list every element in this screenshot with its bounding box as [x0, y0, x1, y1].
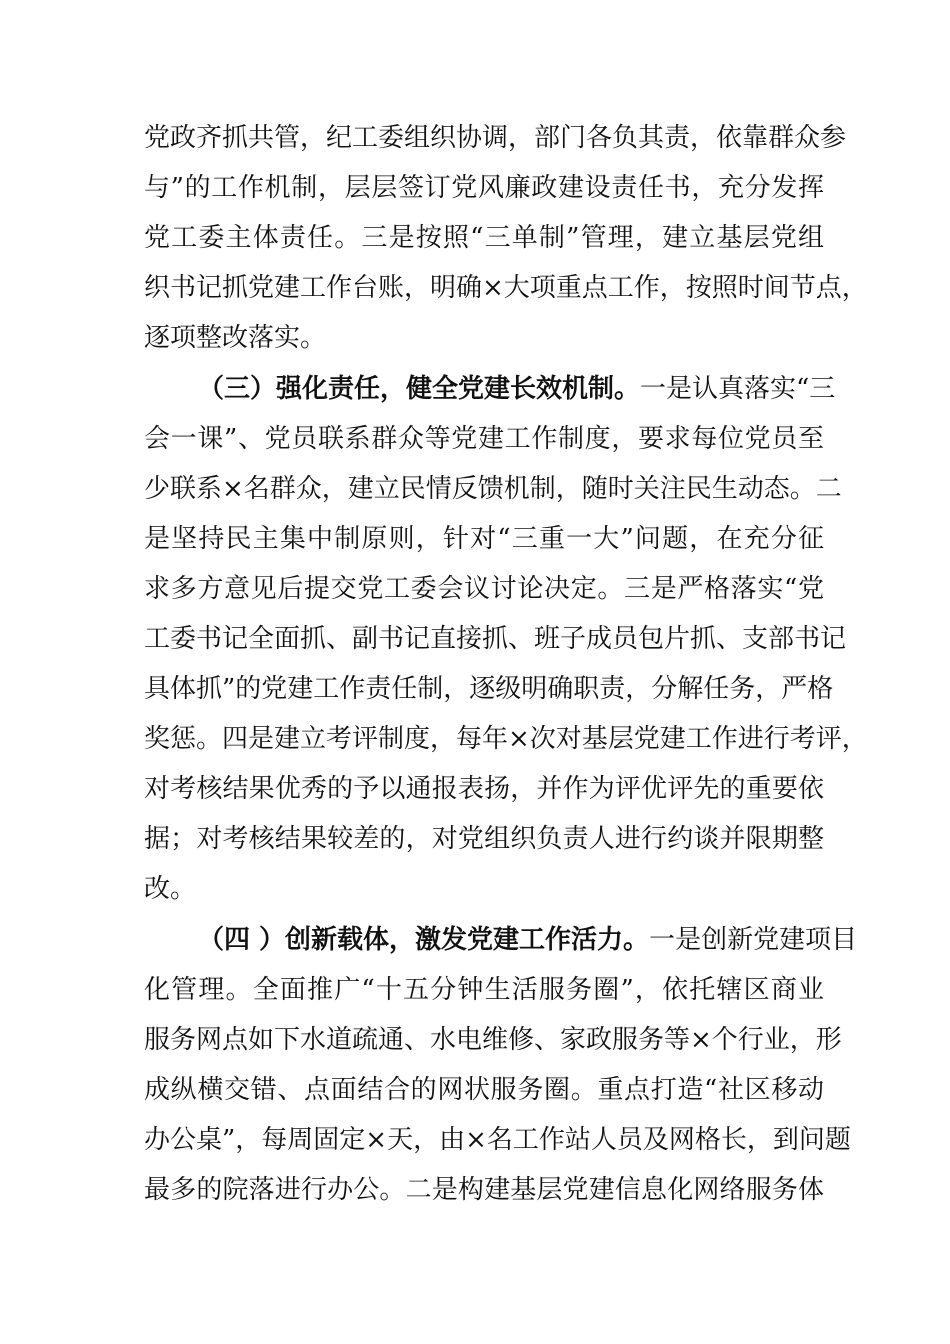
- section-4-heading: （四 ）创新载体，激发党建工作活力。: [198, 925, 650, 955]
- paragraph-line: 求多方意见后提交党工委会议讨论决定。三是严格落实“党: [144, 574, 824, 604]
- paragraph-line: 据；对考核结果较差的，对党组织负责人进行约谈并限期整: [144, 824, 824, 854]
- section-4-first-line-text: 一是创新党建项目: [649, 925, 858, 955]
- paragraph-line: 化管理。全面推广“十五分钟生活服务圈”，依托辖区商业: [144, 975, 824, 1005]
- paragraph-line: 织书记抓党建工作台账，明确×大项重点工作，按照时间节点，: [144, 273, 868, 303]
- paragraph-line: 少联系×名群众，建立民情反馈机制，随时关注民生动态。二: [144, 474, 842, 504]
- section-3-heading: （三）强化责任，健全党建长效机制。: [198, 374, 641, 404]
- paragraph-line: 党政齐抓共管，纪工委组织协调，部门各负其责，依靠群众参: [144, 123, 847, 153]
- paragraph-line: 党工委主体责任。三是按照“三单制”管理，建立基层党组: [144, 223, 824, 253]
- paragraph-line: 会一课”、党员联系群众等党建工作制度，要求每位党员至: [144, 424, 824, 454]
- paragraph-line: 对考核结果优秀的予以通报表扬，并作为评优评先的重要依: [144, 774, 824, 804]
- section-4-first-line: [198, 915, 858, 965]
- paragraph-line: 改。: [144, 874, 197, 904]
- section-3-first-line: [198, 364, 836, 414]
- paragraph-line: 服务网点如下水道疏通、水电维修、家政服务等×个行业，形: [144, 1025, 842, 1055]
- paragraph-line: 具体抓”的党建工作责任制，逐级明确职责，分解任务，严格: [144, 674, 834, 704]
- paragraph-line: 成纵横交错、点面结合的网状服务圈。重点打造“社区移动: [144, 1075, 824, 1105]
- paragraph-line: 逐项整改落实。: [144, 323, 327, 353]
- paragraph-line: 工委书记全面抓、副书记直接抓、班子成员包片抓、支部书记: [144, 624, 847, 654]
- paragraph-line: 办公桌”，每周固定×天，由×名工作站人员及网格长，到问题: [144, 1125, 851, 1155]
- paragraph-line: 是坚持民主集中制原则，针对“三重一大”问题，在充分征: [144, 524, 824, 554]
- paragraph-line: 最多的院落进行办公。二是构建基层党建信息化网络服务体: [144, 1175, 824, 1205]
- paragraph-line: 与”的工作机制，层层签订党风廉政建设责任书，充分发挥: [144, 173, 824, 203]
- paragraph-line: 奖惩。四是建立考评制度，每年×次对基层党建工作进行考评，: [144, 724, 868, 754]
- section-3-first-line-text: 一是认真落实“三: [640, 374, 836, 404]
